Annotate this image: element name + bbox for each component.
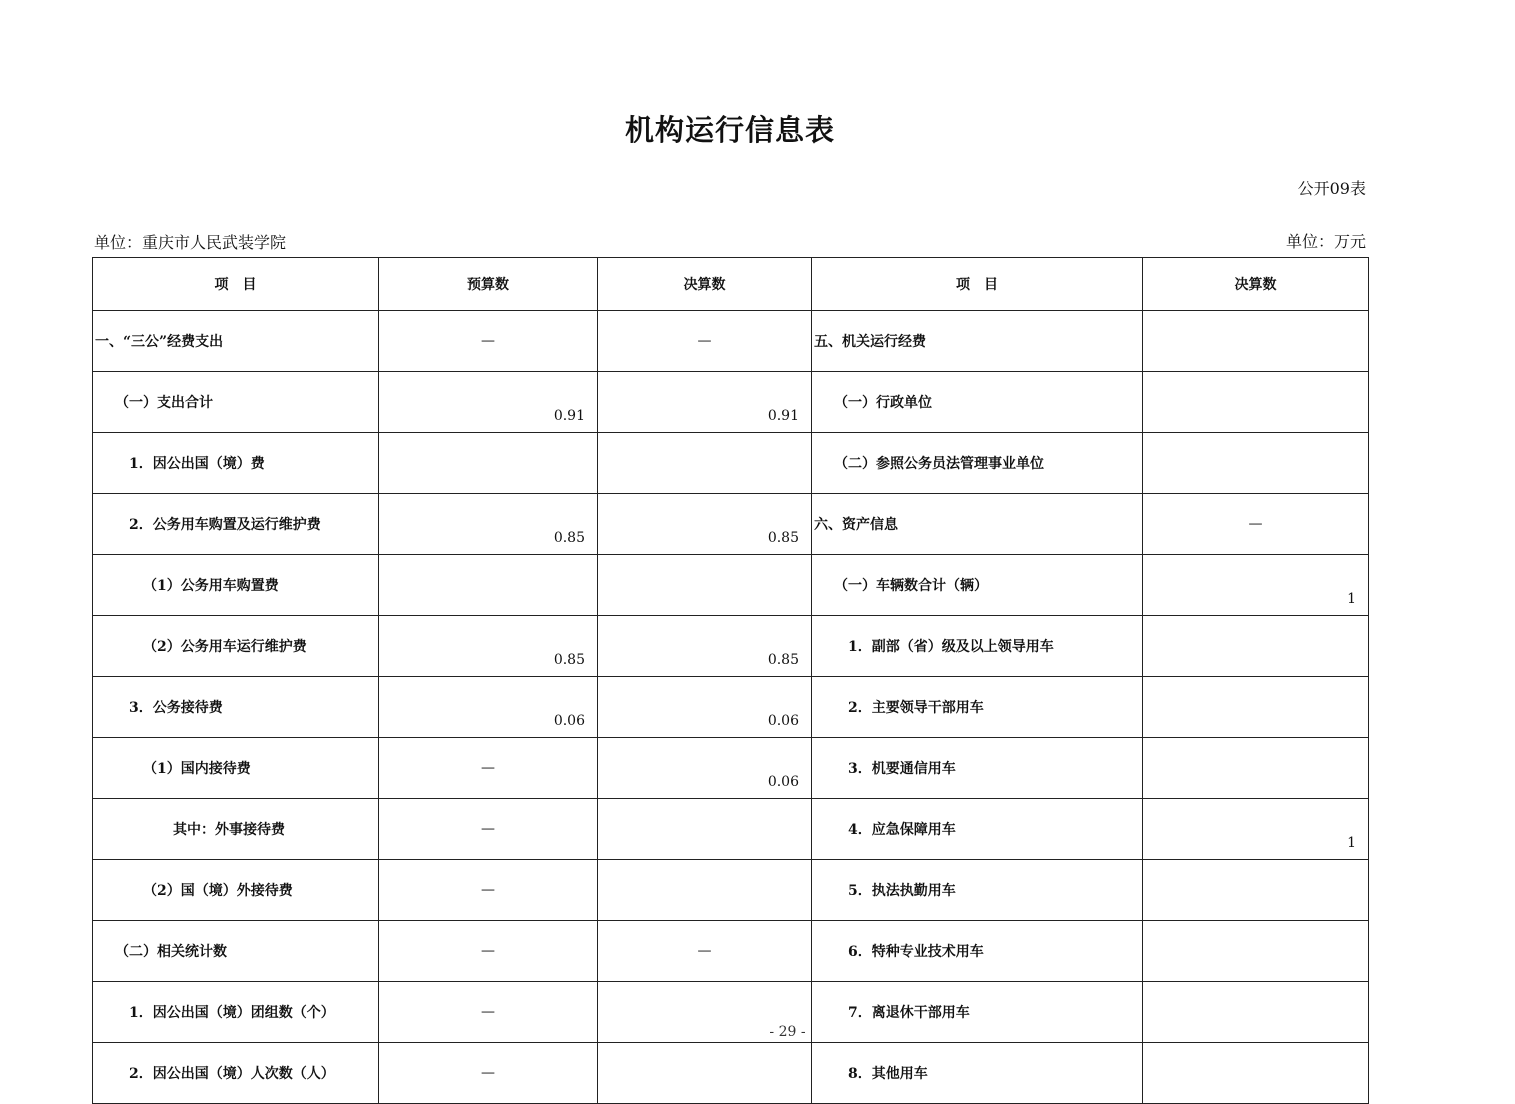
right-final-cell: — bbox=[1143, 494, 1369, 555]
budget-cell: — bbox=[379, 738, 598, 799]
row-label-left: 1．因公出国（境）团组数（个） bbox=[93, 982, 379, 1043]
row-label-left: （一）支出合计 bbox=[93, 372, 379, 433]
final-cell: 0.06 bbox=[598, 677, 812, 738]
row-label-right: 1．副部（省）级及以上领导用车 bbox=[812, 616, 1143, 677]
budget-cell bbox=[379, 555, 598, 616]
info-table bbox=[92, 257, 1369, 1104]
currency-unit: 单位：万元 bbox=[1285, 232, 1366, 251]
reporting-unit: 单位：重庆市人民武装学院 bbox=[94, 233, 287, 252]
final-cell: — bbox=[598, 921, 812, 982]
page-title: 机构运行信息表 bbox=[624, 113, 835, 147]
right-final-cell bbox=[1143, 311, 1369, 372]
row-label-left: 1．因公出国（境）费 bbox=[93, 433, 379, 494]
final-cell bbox=[598, 555, 812, 616]
form-number: 公开09表 bbox=[1297, 179, 1366, 198]
row-label-left: （1）国内接待费 bbox=[93, 738, 379, 799]
table-row bbox=[93, 677, 1369, 738]
final-cell bbox=[598, 860, 812, 921]
row-label-right: 8．其他用车 bbox=[812, 1043, 1143, 1104]
final-cell: 0.91 bbox=[598, 372, 812, 433]
final-cell: 0.06 bbox=[598, 738, 812, 799]
page-number: - 29 - bbox=[769, 1024, 806, 1040]
right-final-cell bbox=[1143, 433, 1369, 494]
right-final-cell bbox=[1143, 921, 1369, 982]
table-row bbox=[93, 1043, 1369, 1104]
budget-cell: — bbox=[379, 1043, 598, 1104]
table-row bbox=[93, 494, 1369, 555]
row-label-left: 2．公务用车购置及运行维护费 bbox=[93, 494, 379, 555]
final-cell bbox=[598, 799, 812, 860]
row-label-right: 7．离退休干部用车 bbox=[812, 982, 1143, 1043]
row-label-right: 六、资产信息 bbox=[812, 494, 1143, 555]
row-label-left: 其中：外事接待费 bbox=[93, 799, 379, 860]
right-final-cell bbox=[1143, 616, 1369, 677]
final-cell bbox=[598, 1043, 812, 1104]
budget-cell: — bbox=[379, 982, 598, 1043]
row-label-right: 2．主要领导干部用车 bbox=[812, 677, 1143, 738]
table-row bbox=[93, 555, 1369, 616]
budget-cell: 0.85 bbox=[379, 616, 598, 677]
table-row bbox=[93, 799, 1369, 860]
budget-cell: — bbox=[379, 311, 598, 372]
row-label-right: （一）行政单位 bbox=[812, 372, 1143, 433]
row-label-right: 5．执法执勤用车 bbox=[812, 860, 1143, 921]
row-label-left: 一、“三公”经费支出 bbox=[93, 311, 379, 372]
right-final-cell bbox=[1143, 738, 1369, 799]
right-final-cell: 1 bbox=[1143, 799, 1369, 860]
row-label-left: （2）公务用车运行维护费 bbox=[93, 616, 379, 677]
table-row bbox=[93, 433, 1369, 494]
row-label-right: 3．机要通信用车 bbox=[812, 738, 1143, 799]
right-final-cell bbox=[1143, 372, 1369, 433]
header-budget: 预算数 bbox=[379, 258, 598, 311]
budget-cell: 0.91 bbox=[379, 372, 598, 433]
table-row bbox=[93, 921, 1369, 982]
right-final-cell: 1 bbox=[1143, 555, 1369, 616]
right-final-cell bbox=[1143, 1043, 1369, 1104]
header-item-right: 项 目 bbox=[812, 258, 1143, 311]
row-label-right: （二）参照公务员法管理事业单位 bbox=[812, 433, 1143, 494]
table-row bbox=[93, 372, 1369, 433]
row-label-left: （2）国（境）外接待费 bbox=[93, 860, 379, 921]
row-label-right: （一）车辆数合计（辆） bbox=[812, 555, 1143, 616]
right-final-cell bbox=[1143, 677, 1369, 738]
budget-cell: — bbox=[379, 860, 598, 921]
header-final-left: 决算数 bbox=[598, 258, 812, 311]
row-label-right: 6．特种专业技术用车 bbox=[812, 921, 1143, 982]
right-final-cell bbox=[1143, 860, 1369, 921]
budget-cell bbox=[379, 433, 598, 494]
final-cell bbox=[598, 433, 812, 494]
header-item-left: 项 目 bbox=[93, 258, 379, 311]
table-row bbox=[93, 738, 1369, 799]
row-label-left: （二）相关统计数 bbox=[93, 921, 379, 982]
budget-cell: — bbox=[379, 921, 598, 982]
row-label-left: 2．因公出国（境）人次数（人） bbox=[93, 1043, 379, 1104]
budget-cell: — bbox=[379, 799, 598, 860]
final-cell: — bbox=[598, 311, 812, 372]
row-label-right: 4．应急保障用车 bbox=[812, 799, 1143, 860]
row-label-left: 3．公务接待费 bbox=[93, 677, 379, 738]
final-cell: 0.85 bbox=[598, 494, 812, 555]
row-label-right: 五、机关运行经费 bbox=[812, 311, 1143, 372]
row-label-left: （1）公务用车购置费 bbox=[93, 555, 379, 616]
table-row bbox=[93, 311, 1369, 372]
header-final-right: 决算数 bbox=[1143, 258, 1369, 311]
budget-cell: 0.06 bbox=[379, 677, 598, 738]
table-row bbox=[93, 860, 1369, 921]
table-header-row bbox=[93, 258, 1369, 311]
table-row bbox=[93, 616, 1369, 677]
budget-cell: 0.85 bbox=[379, 494, 598, 555]
final-cell: 0.85 bbox=[598, 616, 812, 677]
